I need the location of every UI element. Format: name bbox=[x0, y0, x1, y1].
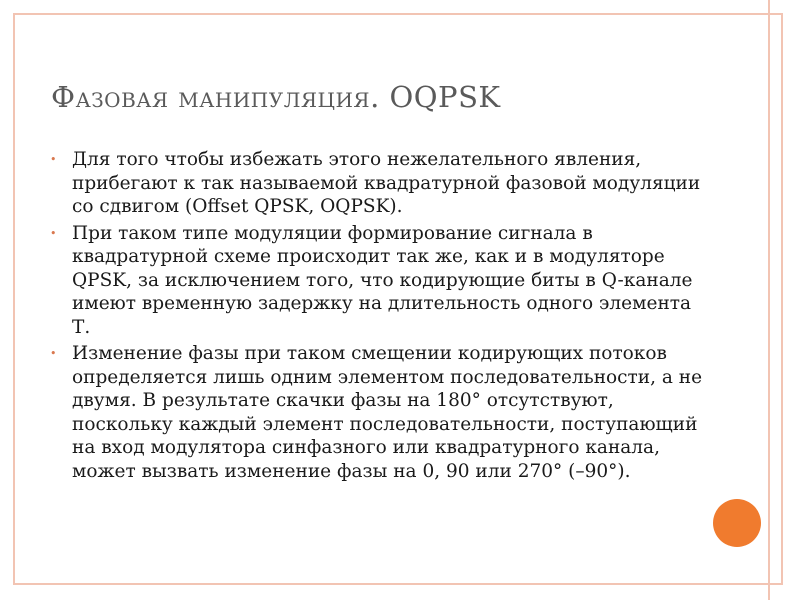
bullet-item bbox=[48, 342, 708, 483]
decorative-circle-icon bbox=[713, 499, 761, 547]
bullet-text: Для того чтобы избежать этого нежелательного явления, прибегают к так называемой квадратурной фазовой модуляции со сдвигом (Offset QPSK, OQPSK). bbox=[72, 149, 701, 217]
slide-right-line bbox=[768, 0, 770, 600]
bullet-icon: • bbox=[50, 153, 57, 166]
bullet-item bbox=[48, 148, 708, 219]
bullet-list bbox=[48, 148, 708, 486]
bullet-item bbox=[48, 222, 708, 340]
bullet-text: При таком типе модуляции формирование сигнала в квадратурной схеме происходит так же, как и в модуляторе QPSK, за исключением того, что кодирующие биты в Q-канале имеют временную задержку на длительность одного элемента Т. bbox=[72, 222, 693, 338]
bullet-icon: • bbox=[50, 347, 57, 360]
bullet-text: Изменение фазы при таком смещении кодирующих потоков определяется лишь одним элементом последовательности, а не двумя. В результате скачки фазы на 180° отсутствуют, поскольку каждый элемент последовательности, поступающий на вход модулятора синфазного или квадратурного канала, может вызвать изменение фазы на 0, 90 или 270° (–90°). bbox=[72, 343, 703, 482]
slide-title: Фазовая манипуляция. OQPSK bbox=[51, 80, 501, 114]
bullet-icon: • bbox=[50, 226, 57, 240]
